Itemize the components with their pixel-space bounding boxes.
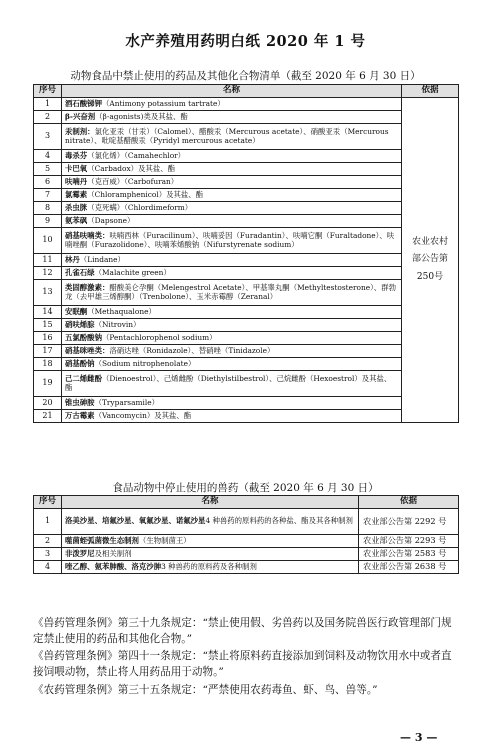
table-row bbox=[34, 332, 459, 345]
substance-name: 氨苯砜 bbox=[65, 215, 88, 225]
substance-name: 硝基酚钠 bbox=[65, 358, 95, 368]
substance-name: 林丹 bbox=[65, 254, 80, 264]
table-row bbox=[34, 548, 459, 561]
substance-cell bbox=[62, 124, 402, 150]
substance-detail: 氯化亚汞（甘汞）（Calomel）、醋酸汞（Mercurous acetate）、硝酸亚汞（Mercurous nitrate）、吡啶基醋酸汞（Pyridyl mercurous acetate） bbox=[65, 127, 389, 145]
substance-cell bbox=[62, 254, 402, 267]
row-number: 1 bbox=[34, 98, 62, 111]
table-row bbox=[34, 410, 459, 423]
substance-name: β-兴奋剂 bbox=[65, 111, 96, 121]
table-row bbox=[34, 189, 459, 202]
drug-name: 噬菌蛭弧菌微生态制剂 bbox=[65, 535, 139, 545]
table-row bbox=[34, 202, 459, 215]
substance-detail: 醋酸美仑孕酮（Melengestrol Acetate）、甲基睾丸酮（Methyltestosterone）、群勃龙（去甲雄三烯醇酮）（Trenbolone）、玉米赤霉醇（Zeranal） bbox=[65, 283, 396, 301]
substance-cell bbox=[62, 306, 402, 319]
substance-name: 毒杀芬 bbox=[65, 150, 88, 160]
substance-cell bbox=[62, 228, 402, 254]
substance-name: 酒石酸锑钾 bbox=[65, 98, 102, 108]
row-number: 2 bbox=[34, 111, 62, 124]
substance-detail: （Dienoestrol）、己烯雌酚（Diethylstilbestrol）、己烷雌酚（Hexoestrol）及其盐、酯 bbox=[65, 374, 392, 392]
substance-cell bbox=[62, 410, 402, 423]
row-number: 3 bbox=[34, 124, 62, 150]
row-number: 14 bbox=[34, 306, 62, 319]
drug-cell bbox=[62, 535, 359, 548]
row-number: 15 bbox=[34, 319, 62, 332]
substance-detail: （Dapsone） bbox=[87, 215, 135, 225]
drug-detail: 3 种兽药的原料药及各种制剂 bbox=[161, 561, 257, 571]
table-row bbox=[34, 176, 459, 189]
substance-name: 五氯酚酸钠 bbox=[65, 332, 102, 342]
row-number: 4 bbox=[34, 561, 62, 574]
substance-name: 安眠酮 bbox=[65, 306, 88, 316]
row-number: 18 bbox=[34, 358, 62, 371]
table-row bbox=[34, 280, 459, 306]
drug-cell bbox=[62, 509, 359, 535]
substance-detail: （Lindane） bbox=[79, 254, 125, 264]
row-number: 21 bbox=[34, 410, 62, 423]
page-title: 水产养殖用药明白纸 2020 年 1 号 bbox=[125, 33, 366, 50]
basis-cell: 农业部公告第 2292 号 bbox=[359, 509, 459, 535]
header-no: 序号 bbox=[34, 496, 62, 509]
header-no: 序号 bbox=[34, 85, 62, 98]
substance-detail: （克死螨）（Chlordimeform） bbox=[87, 202, 193, 212]
drug-detail: （生物制菌王） bbox=[138, 535, 191, 545]
row-number: 9 bbox=[34, 215, 62, 228]
row-number: 6 bbox=[34, 176, 62, 189]
substance-name: 呋喃丹 bbox=[65, 176, 88, 186]
table-row bbox=[34, 319, 459, 332]
substance-cell bbox=[62, 267, 402, 280]
row-number: 4 bbox=[34, 150, 62, 163]
basis-cell: 农业部公告第 2638 号 bbox=[359, 561, 459, 574]
substance-cell bbox=[62, 189, 402, 202]
row-number: 8 bbox=[34, 202, 62, 215]
table-row bbox=[34, 561, 459, 574]
drug-name: 非泼罗尼 bbox=[65, 548, 95, 558]
substance-name: 卡巴氧 bbox=[65, 163, 88, 173]
substance-cell bbox=[62, 358, 402, 371]
table-row bbox=[34, 535, 459, 548]
substance-detail: （克百威）（Carbofuran） bbox=[87, 176, 179, 186]
suspended-drugs-table bbox=[33, 495, 459, 574]
drug-detail: 及相关制剂 bbox=[94, 548, 132, 558]
row-number: 13 bbox=[34, 280, 62, 306]
substance-detail: （Vancomycin）及其盐、酯 bbox=[94, 410, 192, 420]
row-number: 19 bbox=[34, 371, 62, 397]
regulation-35: 《农药管理条例》第三十五条规定：“严禁使用农药毒鱼、虾、鸟、兽等。” bbox=[33, 684, 378, 696]
substance-detail: （氯化烯）（Camahechlor） bbox=[87, 150, 186, 160]
drug-name: 喹乙醇、氨苯胂酸、洛克沙胂 bbox=[65, 561, 162, 571]
substance-detail: （Carbadox）及其盐、酯 bbox=[87, 163, 176, 173]
substance-cell bbox=[62, 111, 402, 124]
table-row bbox=[34, 358, 459, 371]
table-row bbox=[34, 267, 459, 280]
row-number: 2 bbox=[34, 535, 62, 548]
drug-cell bbox=[62, 548, 359, 561]
substance-cell bbox=[62, 397, 402, 410]
substance-detail: （Nitrovin） bbox=[94, 319, 141, 329]
substance-name: 硝呋烯腙 bbox=[65, 319, 95, 329]
substance-name: 孔雀石绿 bbox=[65, 267, 95, 277]
drug-name: 洛美沙星、培氟沙星、氧氟沙星、诺氟沙星 bbox=[65, 516, 206, 526]
substance-name: 类固醇激素： bbox=[65, 283, 110, 293]
substance-detail: （Chloramphenicol）及其盐、酯 bbox=[87, 189, 204, 199]
row-number: 1 bbox=[34, 509, 62, 535]
substance-cell bbox=[62, 202, 402, 215]
drug-detail: 4 种兽药的原料药的各种盐、酯及其各种制剂 bbox=[205, 516, 353, 526]
header-basis: 依据 bbox=[402, 85, 459, 98]
substance-detail: 洛硝达唑（Ronidazole）、替硝唑（Tinidazole） bbox=[109, 345, 275, 355]
table-row bbox=[34, 150, 459, 163]
substance-cell bbox=[62, 345, 402, 358]
substance-detail: （Pentachlorophenol sodium） bbox=[101, 332, 217, 342]
substance-name: 汞制剂： bbox=[65, 127, 95, 137]
substance-detail: 呋喃西林（Furacilinum）、呋喃妥因（Furadantin）、呋喃它酮（Furaltadone）、呋喃唑酮（Furazolidone）、呋喃苯烯酸钠（Nifurstyrenate sodium） bbox=[65, 231, 395, 249]
substance-cell bbox=[62, 332, 402, 345]
table-row bbox=[34, 306, 459, 319]
table-row bbox=[34, 397, 459, 410]
table-row bbox=[34, 228, 459, 254]
substance-name: 锥虫砷胺 bbox=[65, 397, 95, 407]
substance-cell bbox=[62, 176, 402, 189]
regulation-39: 《兽药管理条例》第三十九条规定：“禁止使用假、劣兽药以及国务院兽医行政管理部门规定禁止使用的药品和其他化合物。” bbox=[33, 617, 452, 645]
table1-caption: 动物食品中禁止使用的药品及其他化合物清单（截至 2020 年 6 月 30 日） bbox=[70, 70, 421, 82]
substance-cell bbox=[62, 150, 402, 163]
table-row bbox=[34, 345, 459, 358]
row-number: 7 bbox=[34, 189, 62, 202]
substance-name: 硝基咪唑类： bbox=[65, 345, 110, 355]
substance-name: 氯霉素 bbox=[65, 189, 88, 199]
page-number: — 3 — bbox=[400, 731, 438, 744]
table-row bbox=[34, 98, 459, 111]
banned-substances-table bbox=[33, 84, 459, 423]
substance-cell bbox=[62, 319, 402, 332]
substance-cell bbox=[62, 371, 402, 397]
substance-name: 硝基呋喃类： bbox=[65, 231, 110, 241]
table2-caption: 食品动物中停止使用的兽药（截至 2020 年 6 月 30 日） bbox=[112, 482, 379, 494]
table-row bbox=[34, 163, 459, 176]
row-number: 11 bbox=[34, 254, 62, 267]
substance-name: 杀虫脒 bbox=[65, 202, 88, 212]
substance-detail: （Sodium nitrophenolate） bbox=[94, 358, 196, 368]
row-number: 16 bbox=[34, 332, 62, 345]
substance-name: 己二烯雌酚 bbox=[65, 374, 102, 384]
basis-cell: 农业部公告第 2293 号 bbox=[359, 535, 459, 548]
header-basis: 依据 bbox=[359, 496, 459, 509]
header-name: 名称 bbox=[62, 496, 359, 509]
table-row bbox=[34, 509, 459, 535]
substance-detail: （Antimony potassium tartrate） bbox=[101, 98, 225, 108]
basis-cell: 农业部公告第 2583 号 bbox=[359, 548, 459, 561]
substance-cell bbox=[62, 280, 402, 306]
substance-name: 万古霉素 bbox=[65, 410, 95, 420]
substance-detail: （β-agonists)类及其盐、酯 bbox=[95, 111, 188, 121]
table-row bbox=[34, 124, 459, 150]
substance-cell bbox=[62, 215, 402, 228]
substance-detail: （Methaqualone） bbox=[87, 306, 156, 316]
substance-cell bbox=[62, 98, 402, 111]
table-row bbox=[34, 254, 459, 267]
row-number: 17 bbox=[34, 345, 62, 358]
table-row bbox=[34, 111, 459, 124]
row-number: 5 bbox=[34, 163, 62, 176]
substance-detail: （Tryparsamile） bbox=[94, 397, 159, 407]
row-number: 12 bbox=[34, 267, 62, 280]
row-number: 3 bbox=[34, 548, 62, 561]
row-number: 10 bbox=[34, 228, 62, 254]
basis-cell: 农业农村部公告第250号 bbox=[402, 98, 459, 423]
drug-cell bbox=[62, 561, 359, 574]
table-row bbox=[34, 371, 459, 397]
header-name: 名称 bbox=[62, 85, 402, 98]
row-number: 20 bbox=[34, 397, 62, 410]
table-row bbox=[34, 215, 459, 228]
regulation-41: 《兽药管理条例》第四十一条规定：“禁止将原料药直接添加到饲料及动物饮用水中或者直接饲喂动物，禁止将人用药品用于动物。” bbox=[33, 650, 452, 678]
substance-detail: （Malachite green） bbox=[94, 267, 171, 277]
substance-cell bbox=[62, 163, 402, 176]
